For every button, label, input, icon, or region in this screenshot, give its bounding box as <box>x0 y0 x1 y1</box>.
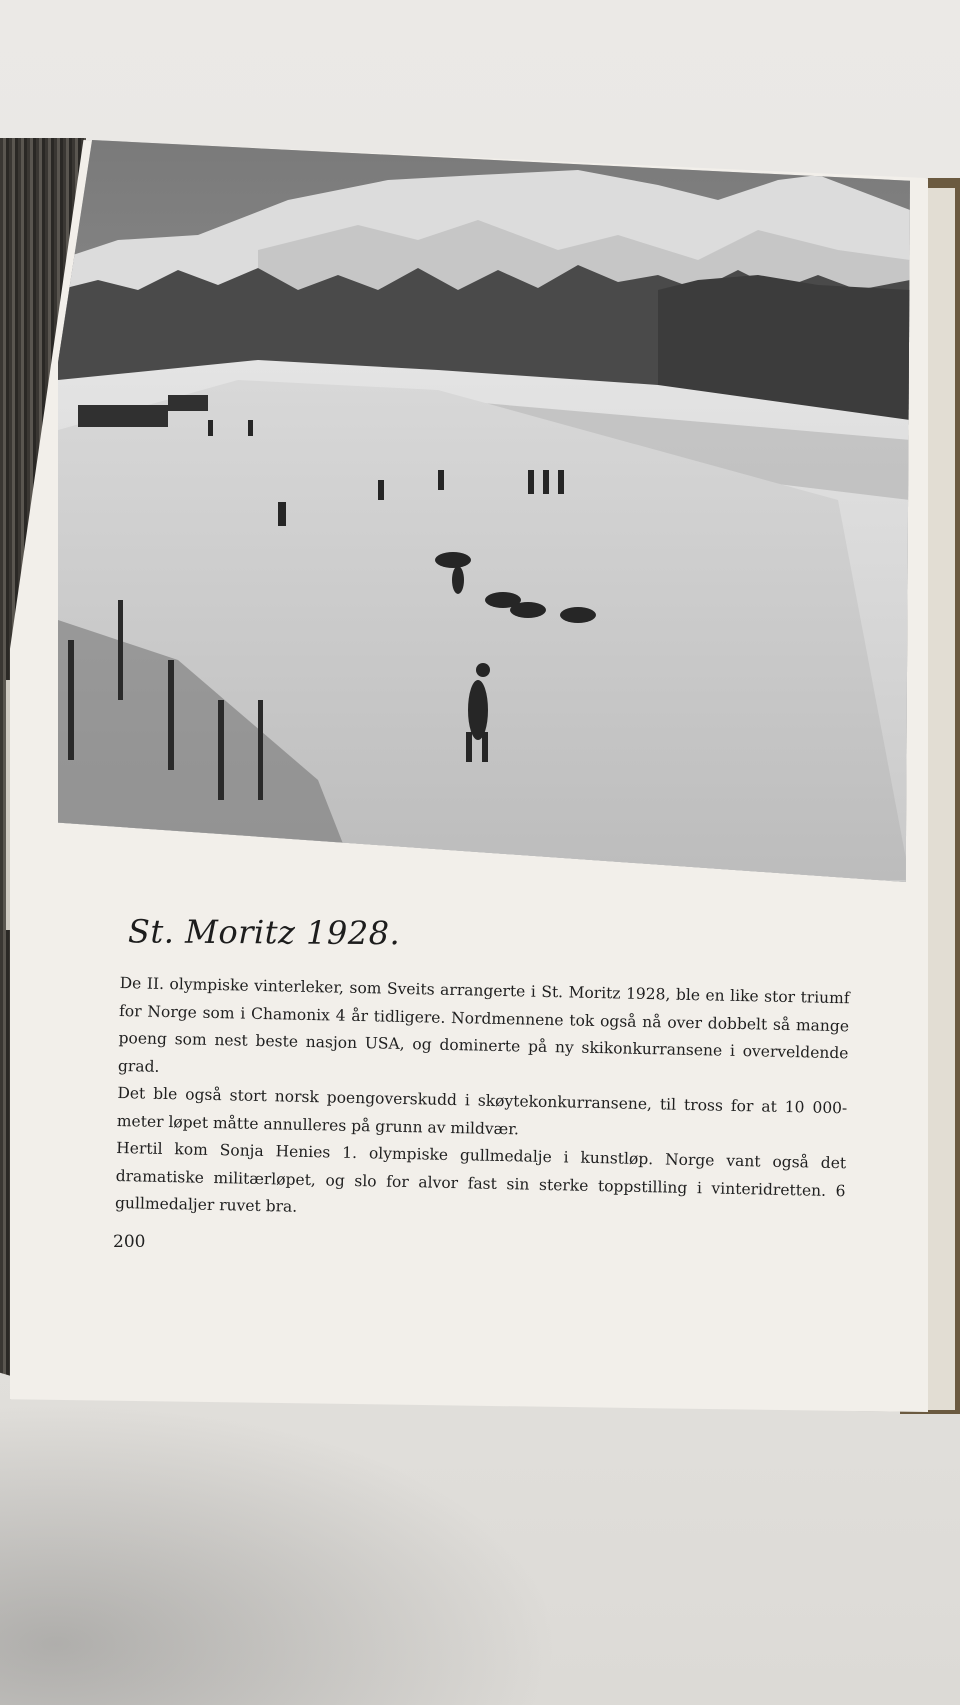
paragraph-2: Det ble også stort norsk poengoverskudd i skøytekonkurransene, til tross for at 10 000-meter løpet måtte annulleres på grunn av mildvær. <box>116 1083 848 1138</box>
photo-illustration <box>58 140 910 882</box>
paragraph-1: De II. olympiske vinterleker, som Sveits arrangerte i St. Moritz 1928, ble en like stor triumf for Norge som i Chamonix 4 år tidligere. Nordmennene tok også nå over dobbelt så mange poeng som nest beste nasjon USA, og dominerte på ny skikonkurransene i overveldende grad. <box>117 973 850 1076</box>
page-title: St. Moritz 1928. <box>127 912 401 953</box>
page-number: 200 <box>113 1232 146 1252</box>
speed-skating-photo <box>58 140 910 882</box>
floor-shadow <box>0 1400 560 1705</box>
article-body <box>115 970 850 1233</box>
paragraph-3: Hertil kom Sonja Henies 1. olympiske gullmedalje i kunstløp. Norge vant også det dramatiske militærløpet, og slo for alvor fast sin sterke toppstilling i vinteridretten. 6 gullmedaljer ruvet bra. <box>114 1138 847 1216</box>
